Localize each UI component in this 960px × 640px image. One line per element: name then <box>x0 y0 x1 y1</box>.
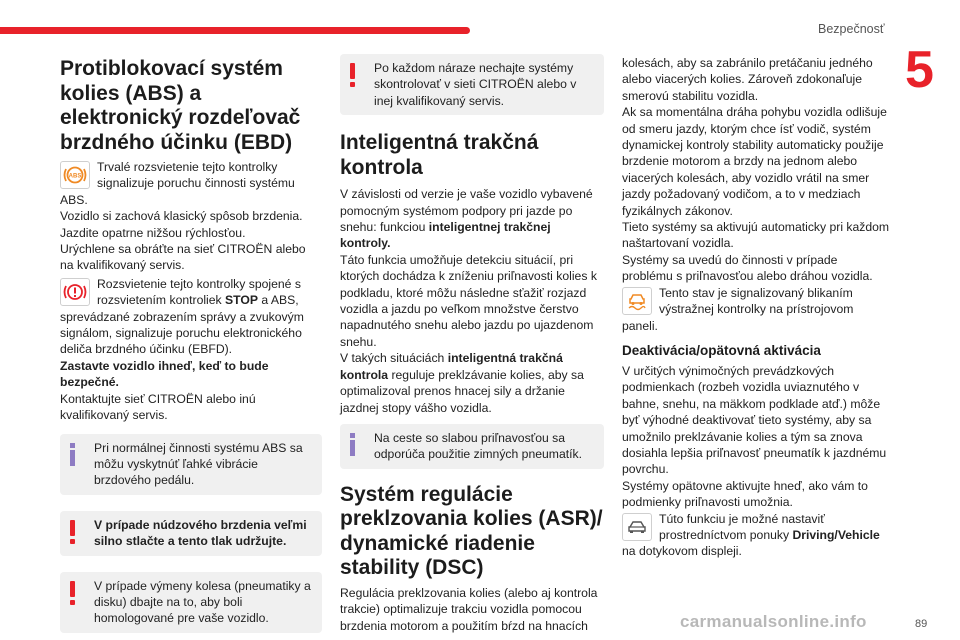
heading-abs: Protiblokovací systém kolies (ABS) a elektronický rozdeľovač brzdného účinku (EBD) <box>60 57 301 154</box>
column-3: kolesách, aby sa zabránilo pretáčaniu jedného alebo viacerých kolies. Zároveň zdokonaľuje smerovú stabilitu vozidla. Ak sa momentálna dráha pohybu vozidla odlišuje od smeru jazdy, ktorým chce ísť vodič, systém dynamickej kontroly stability automaticky použije brzdenie motorom a brzdy na jednom alebo viacerých kolesách, aby vozidlo vrátil na smer jazdy požadovaný vodičom, a to v medziach fyzikálnych zákonov. Tieto systémy sa aktivujú automaticky pri každom naštartovaní vozidla. Systémy sa uvedú do činnosti v prípade problému s priľnavosťou alebo dráhou vozidla. Tento stav je signalizovaný blikaním výstražnej kontrolky na prístrojovom paneli. Deaktivácia/opätovná aktivácia V určitých výnimočných prevádzkových podmienkach (rozbeh vozidla uviaznutého v bahne, snehu, na mäkkom podklade atď.) môže byť výhodné deaktivovať tieto systémy, aby sa umožnilo preklzávanie kolies a tým sa znova dosiahla lepšia priľnavosť pneumatík k jazdnému povrchu. Systémy opätovne aktivujte hneď, ako vám to podmienky priľnavosti umožnia. Túto funkciu je možné nastaviť prostredníctvom ponuky Driving/Vehicle na dotykovom displeji. <box>622 56 890 559</box>
warning-box-wheel-change: V prípade výmeny kolesa (pneumatiky a disku) dbajte na to, aby boli homologované pre vaše vozidlo. <box>60 572 322 633</box>
warning-box-after-impact: Po každom náraze nechajte systémy skontrolovať v sieti CITROËN alebo v inej kvalifikovaný servis. <box>340 54 604 115</box>
section-title: Bezpečnosť <box>818 22 885 36</box>
chapter-number: 5 <box>905 41 934 99</box>
heading-asr-dsc: Systém regulácie preklzovania kolies (ASR)/ dynamické riadenie stability (DSC) <box>340 482 603 580</box>
warning-exclamation-icon <box>350 63 355 79</box>
brake-warning-icon <box>60 278 90 306</box>
warning-exclamation-icon <box>70 581 75 597</box>
abs-paragraph: ABS Trvalé rozsvietenie tejto kontrolky signalizuje poruchu činnosti systému ABS. Vozidlo si zachová klasický spôsob brzdenia. Jazdite opatrne nižšou rýchlosťou. Urýchlene sa obráťte na sieť CITROËN alebo na kvalifikovaný servis. <box>60 160 306 273</box>
watermark: carmanualsonline.info <box>680 612 867 631</box>
stability-control-icon <box>622 287 652 315</box>
settings-paragraph: Túto funkciu je možné nastaviť prostredníctvom ponuky Driving/Vehicle na dotykovom displeji. <box>622 511 880 559</box>
abs-warning-icon <box>60 161 90 189</box>
heading-intelligent-traction: Inteligentná trakčná kontrola <box>340 131 539 179</box>
column-2: Po každom náraze nechajte systémy skontrolovať v sieti CITROËN alebo v inej kvalifikovaný servis. Inteligentná trakčná kontrola V závislosti od verzie je vaše vozidlo vybavené pomocným systémom podpory pri jazde po snehu: funkciou inteligentnej trakčnej kontroly. Táto funkcia umožňuje detekciu situácií, pri ktorých dochádza k zníženiu priľnavosti kolies k podkladu, ktoré môžu následne sťažiť rozjazd vozidla a jazdu po veľkom množstve čerstvo napadnutého snehu alebo jazdu po ujazdenom snehu. V takých situáciách inteligentná trakčná kontrola reguluje preklzávanie kolies, aby sa optimalizoval prenos hnacej sily a držanie jazdnej stopy vášho vozidla. Na ceste so slabou priľnavosťou sa odporúča použitie zimných pneumatík. Systém regulácie preklzovania kolies (ASR)/ dynamické riadenie stability (DSC) Regulácia preklzovania kolies (alebo aj kontrola trakcie) optimalizuje trakciu vozidla pomocou brzdenia motorom a použitím bŕzd na hnacích <box>340 54 604 634</box>
svg-text:ABS: ABS <box>68 173 82 180</box>
page-number: 89 <box>915 618 928 630</box>
info-box-winter-tyres: Na ceste so slabou priľnavosťou sa odporúča použitie zimných pneumatík. <box>340 424 604 469</box>
top-accent-bar <box>0 27 470 34</box>
warning-box-emergency-braking: V prípade núdzového brzdenia veľmi silno stlačte a tento tlak udržujte. <box>60 511 322 556</box>
warning-exclamation-icon <box>70 520 75 536</box>
esc-warning-paragraph: Tento stav je signalizovaný blikaním výstražnej kontrolky na prístrojovom paneli. <box>622 285 854 333</box>
subheading-deactivation: Deaktivácia/opätovná aktivácia <box>622 342 821 358</box>
ebd-paragraph: Rozsvietenie tejto kontrolky spojené s rozsvietením kontroliek STOP a ABS, sprevádzané zobrazením správy a zvukovým signálom, signalizuje poruchu elektronického deliča brzdného účinku (EBFD). Zastavte vozidlo ihneď, keď to bude bezpečné. Kontaktujte sieť CITROËN alebo inú kvalifikovaný servis. <box>60 276 304 423</box>
vehicle-settings-icon <box>622 513 652 541</box>
column-1 <box>60 57 322 633</box>
info-icon <box>350 433 355 438</box>
info-box-abs-vibration: Pri normálnej činnosti systému ABS sa môžu vyskytnúť ľahké vibrácie brzdového pedálu. <box>60 434 322 495</box>
info-icon <box>70 443 75 448</box>
